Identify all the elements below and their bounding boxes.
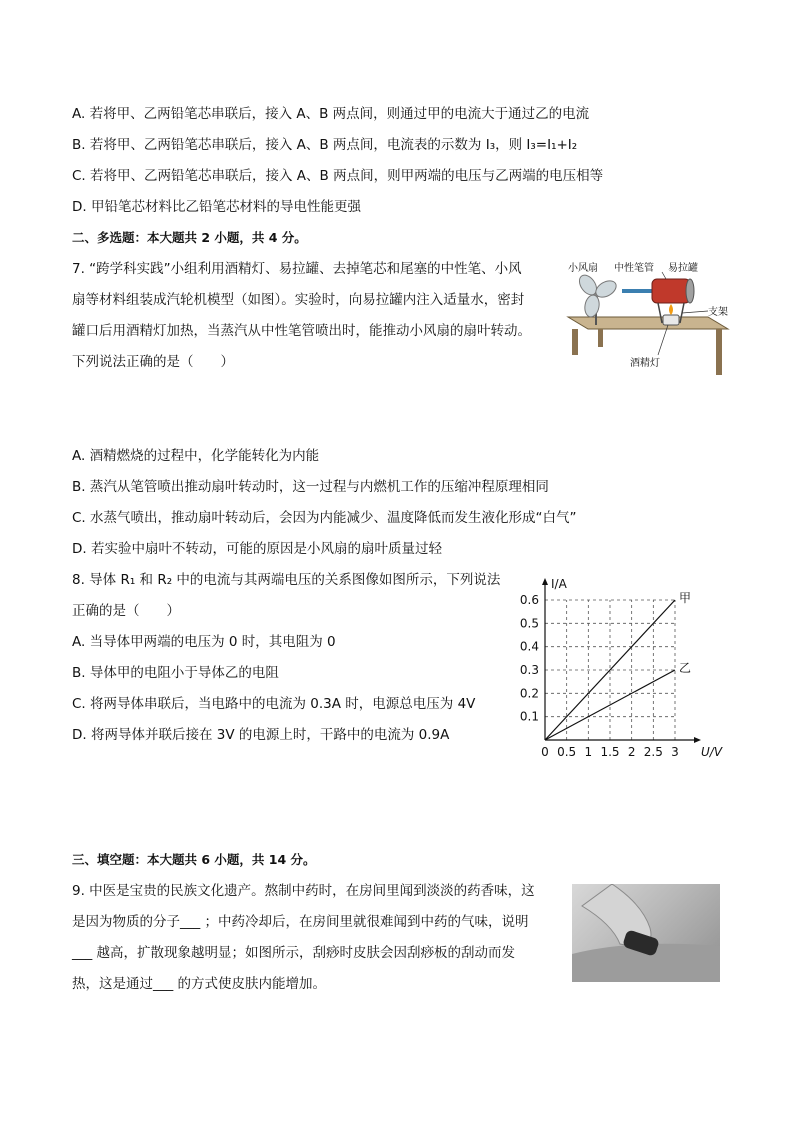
q8-option-c: C. 将两导体串联后，当电路中的电流为 0.3A 时，电源总电压为 4V — [72, 696, 476, 712]
q7-option-b: B. 蒸汽从笔管喷出推动扇叶转动时，这一过程与内燃机工作的压缩冲程原理相同 — [72, 479, 549, 495]
series-label: 乙 — [679, 661, 692, 675]
iu-chart — [512, 568, 732, 758]
series-line — [545, 670, 675, 740]
q7-stem-line: 罐口后用酒精灯加热，当蒸汽从中性笔管喷出时，能推动小风扇的扇叶转动。 — [72, 323, 531, 339]
x-tick-label: 1 — [584, 745, 593, 758]
y-tick-label: 0.5 — [519, 616, 539, 631]
x-tick-label: 0 — [541, 745, 549, 758]
turbine-model-figure — [558, 255, 736, 380]
y-tick-label: 0.6 — [519, 593, 539, 607]
label-leader — [682, 311, 708, 313]
section-heading-multiple-choice: 二、多选题：本大题共 2 小题，共 4 分。 — [72, 230, 307, 245]
q6-option-a: A. 若将甲、乙两铅笔芯串联后，接入 A、B 两点间，则通过甲的电流大于通过乙的电流 — [72, 106, 590, 122]
table-top — [568, 317, 728, 329]
q7-option-c: C. 水蒸气喷出，推动扇叶转动后，会因为内能减少、温度降低而发生液化形成“白气” — [72, 510, 577, 526]
table-leg — [716, 329, 722, 375]
q8-stem-line: 正确的是（ ） — [72, 603, 180, 619]
q7-stem-line: 下列说法正确的是（ ） — [72, 354, 234, 370]
y-tick-label: 0.2 — [519, 686, 539, 701]
label-pen-tube: 中性笔管 — [614, 263, 654, 274]
gua-sha-photo — [572, 884, 720, 982]
section-heading-fill-in: 三、填空题：本大题共 6 小题，共 14 分。 — [72, 852, 316, 867]
x-tick-label: 2 — [627, 745, 636, 758]
y-axis-label: I/A — [551, 577, 567, 591]
label-can: 易拉罐 — [668, 263, 698, 274]
y-axis-arrow — [542, 578, 548, 585]
y-tick-label: 0.3 — [519, 663, 539, 677]
x-tick-label: 2.5 — [643, 745, 663, 758]
q8-stem-line: 8. 导体 R₁ 和 R₂ 中的电流与其两端电压的关系图像如图所示，下列说法 — [72, 572, 501, 588]
can — [652, 279, 690, 303]
q8-option-a: A. 当导体甲两端的电压为 0 时，其电阻为 0 — [72, 634, 336, 650]
x-tick-label: 1.5 — [600, 745, 620, 758]
q9-stem-line: 9. 中医是宝贵的民族文化遗产。熬制中药时，在房间里闻到淡淡的药香味，这 — [72, 883, 535, 899]
q9-stem-line: ___ 越高，扩散现象越明显；如图所示，刮痧时皮肤会因刮痧板的刮动而发 — [72, 945, 516, 961]
q8-option-b: B. 导体甲的电阻小于导体乙的电阻 — [72, 665, 279, 681]
table-leg — [572, 329, 578, 355]
y-tick-label: 0.4 — [519, 639, 539, 654]
x-tick-label: 3 — [671, 745, 679, 758]
q7-stem-line: 扇等材料组装成汽轮机模型（如图）。实验时，向易拉罐内注入适量水，密封 — [72, 292, 525, 308]
x-tick-label: 0.5 — [557, 745, 577, 758]
chart-ticks — [520, 577, 723, 758]
q6-option-c: C. 若将甲、乙两铅笔芯串联后，接入 A、B 两点间，则甲两端的电压与乙两端的电压相等 — [72, 168, 604, 184]
q9-stem-line: 热，这是通过___ 的方式使皮肤内能增加。 — [72, 976, 327, 992]
alcohol-lamp — [663, 315, 679, 325]
q6-option-b: B. 若将甲、乙两铅笔芯串联后，接入 A、B 两点间，电流表的示数为 I₃，则 I₃=I₁+I₂ — [72, 137, 578, 153]
q9-stem-line: 是因为物质的分子___ ；中药冷却后，在房间里就很难闻到中药的气味，说明 — [72, 914, 529, 930]
y-tick-label: 0.1 — [519, 709, 539, 724]
table-leg — [598, 329, 603, 347]
x-axis-label: U/V — [701, 745, 723, 758]
fan-blade — [583, 294, 601, 318]
pen-tube — [622, 289, 652, 293]
can-end — [686, 279, 694, 303]
label-lamp: 酒精灯 — [630, 358, 660, 369]
label-fan: 小风扇 — [568, 263, 598, 274]
q8-option-d: D. 将两导体并联后接在 3V 的电源上时，干路中的电流为 0.9A — [72, 727, 450, 743]
q7-stem-line: 7. “跨学科实践”小组利用酒精灯、易拉罐、去掉笔芯和尾塞的中性笔、小风 — [72, 261, 522, 277]
label-stand: 支架 — [708, 307, 728, 318]
q7-option-a: A. 酒精燃烧的过程中，化学能转化为内能 — [72, 448, 320, 464]
x-axis-arrow — [694, 737, 701, 743]
q6-option-d: D. 甲铅笔芯材料比乙铅笔芯材料的导电性能更强 — [72, 199, 361, 215]
q7-option-d: D. 若实验中扇叶不转动，可能的原因是小风扇的扇叶质量过轻 — [72, 541, 442, 557]
series-label: 甲 — [679, 591, 692, 605]
label-leader — [662, 272, 666, 279]
lamp-flame — [669, 304, 673, 315]
